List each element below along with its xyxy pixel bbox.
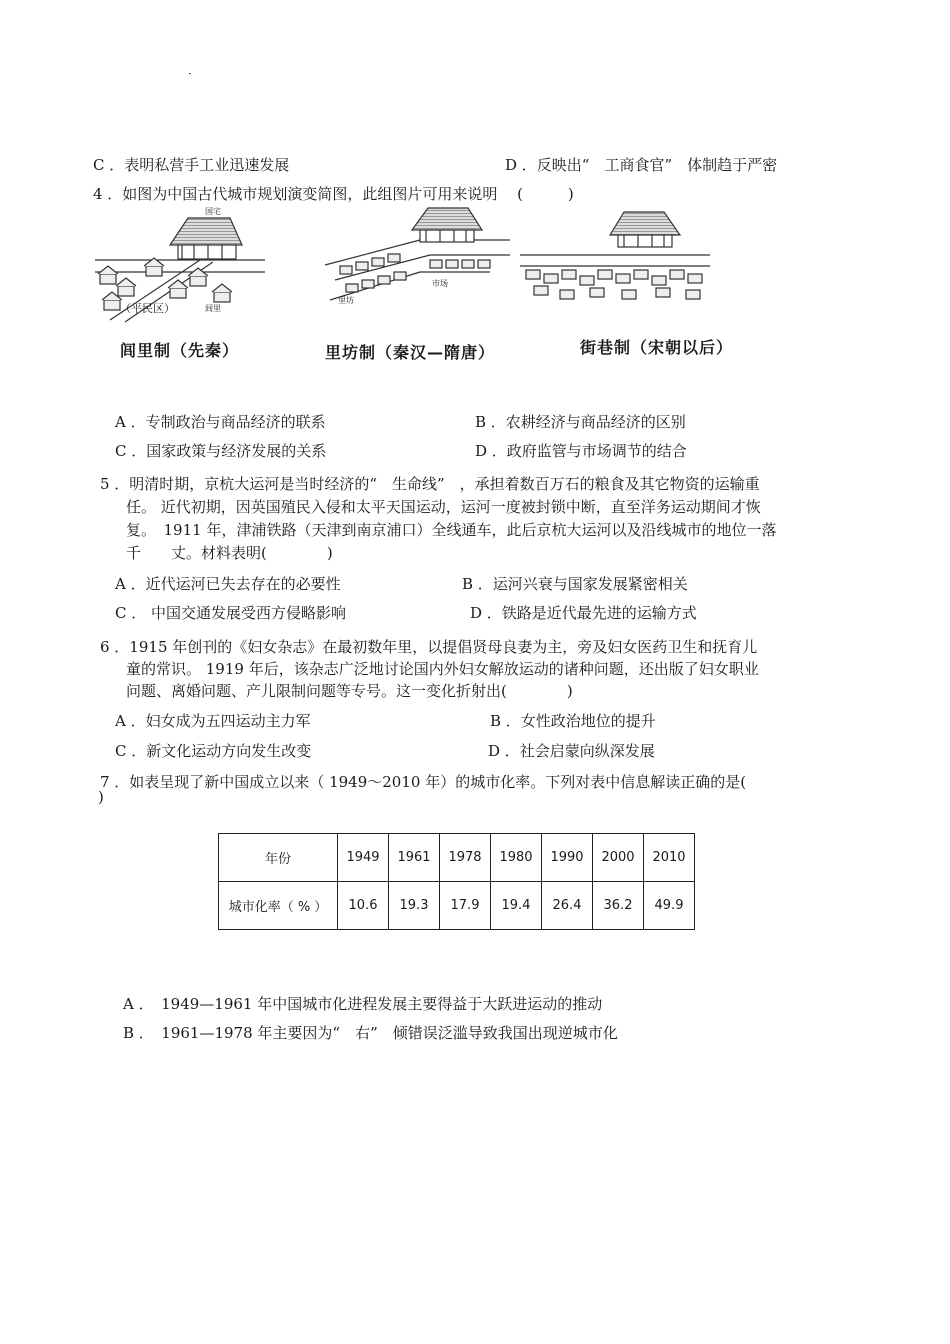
q5-option-d: D ．铁路是近代最先进的运输方式	[470, 604, 697, 622]
q6-option-b: B ．女性政治地位的提升	[490, 712, 656, 730]
q7-line-2: )	[98, 788, 104, 806]
table-cell-year: 1990	[542, 834, 593, 882]
urbanization-table	[218, 833, 695, 930]
table-cell-rate: 19.4	[491, 882, 542, 930]
q6-option-d: D ．社会启蒙向纵深发展	[488, 742, 655, 760]
table-header-year: 年份	[219, 834, 338, 882]
palace-1	[170, 218, 242, 259]
q5-line-4: 千 丈。材料表明( )	[126, 544, 333, 562]
table-cell-rate: 10.6	[338, 882, 389, 930]
label-pingminqu: （平民区）	[120, 302, 175, 315]
q4-option-d: D ．政府监管与市场调节的结合	[475, 442, 687, 460]
palace-3	[610, 212, 680, 247]
caption-lifang-system: 里坊制（秦汉—隋唐）	[325, 343, 496, 362]
table-cell-rate: 19.3	[389, 882, 440, 930]
label-shichang: 市场	[432, 279, 448, 288]
palace-2	[412, 208, 482, 242]
table-cell-year: 1978	[440, 834, 491, 882]
q3-option-d: D ．反映出“ 工商食官” 体制趋于严密	[505, 156, 778, 174]
table-cell-year: 2000	[593, 834, 644, 882]
q4-option-b: B ．农耕经济与商品经济的区别	[475, 413, 686, 431]
table-row-rates	[219, 882, 695, 930]
table-cell-rate: 36.2	[593, 882, 644, 930]
q4-option-a: A ．专制政治与商品经济的联系	[115, 413, 326, 431]
q7-line-1: 7 ．如表呈现了新中国成立以来（ 1949～2010 年）的城市化率。下列对表中信息解读正确的是(	[100, 773, 747, 791]
q5-line-1: 5 ．明清时期，京杭大运河是当时经济的“ 生命线” ，承担着数百万石的粮食及其它物资的运输重	[100, 475, 760, 493]
q5-option-c: C ． 中国交通发展受西方侵略影响	[115, 604, 347, 622]
label-lifang: 里坊	[338, 296, 354, 305]
q6-line-3: 问题、离婚问题、产儿限制问题等专号。这一变化折射出( )	[126, 682, 573, 700]
caption-jiexiang-system: 街巷制（宋朝以后）	[580, 338, 734, 357]
q5-option-a: A ．近代运河已失去存在的必要性	[115, 575, 341, 593]
q7-option-b: B ． 1961—1978 年主要因为“ 右” 倾错误泛滥导致我国出现逆城市化	[123, 1024, 618, 1042]
q6-option-c: C ．新文化运动方向发生改变	[115, 742, 312, 760]
caption-luli-system: 闾里制（先秦）	[120, 341, 240, 360]
table-cell-rate: 17.9	[440, 882, 491, 930]
q7-option-a: A ． 1949—1961 年中国城市化进程发展主要得益于大跃进运动的推动	[123, 995, 603, 1013]
city-planning-figure	[90, 200, 750, 368]
table-cell-rate: 26.4	[542, 882, 593, 930]
q6-line-1: 6 ．1915 年创刊的《妇女杂志》在最初数年里，以提倡贤母良妻为主，旁及妇女医药卫生和抚育儿	[100, 638, 758, 656]
q5-option-b: B ．运河兴衰与国家发展紧密相关	[462, 575, 688, 593]
table-cell-year: 2010	[644, 834, 695, 882]
q4-option-c: C ．国家政策与经济发展的关系	[115, 442, 327, 460]
label-guozhai: 国宅	[205, 207, 221, 216]
q3-option-c: C ．表明私营手工业迅速发展	[93, 156, 290, 174]
scan-speck	[189, 73, 191, 74]
table-row-years	[219, 834, 695, 882]
label-luli: 闾里	[205, 304, 221, 313]
q5-line-2: 任。 近代初期，因英国殖民入侵和太平天国运动，运河一度被封锁中断，直至洋务运动期间才恢	[126, 498, 761, 516]
q6-line-2: 童的常识。 1919 年后，该杂志广泛地讨论国内外妇女解放运动的诸种问题，还出版了妇女职业	[126, 660, 759, 678]
table-cell-year: 1980	[491, 834, 542, 882]
q4-stem: 4 ．如图为中国古代城市规划演变简图，此组图片可用来说明 ( )	[93, 185, 574, 203]
table-header-rate: 城市化率（ % ）	[219, 882, 338, 930]
table-cell-year: 1961	[389, 834, 440, 882]
q5-line-3: 复。 1911 年，津浦铁路（天津到南京浦口）全线通车，此后京杭大运河以及沿线城市的地位一落	[126, 521, 777, 539]
q6-option-a: A ．妇女成为五四运动主力军	[115, 712, 311, 730]
table-cell-rate: 49.9	[644, 882, 695, 930]
table-cell-year: 1949	[338, 834, 389, 882]
